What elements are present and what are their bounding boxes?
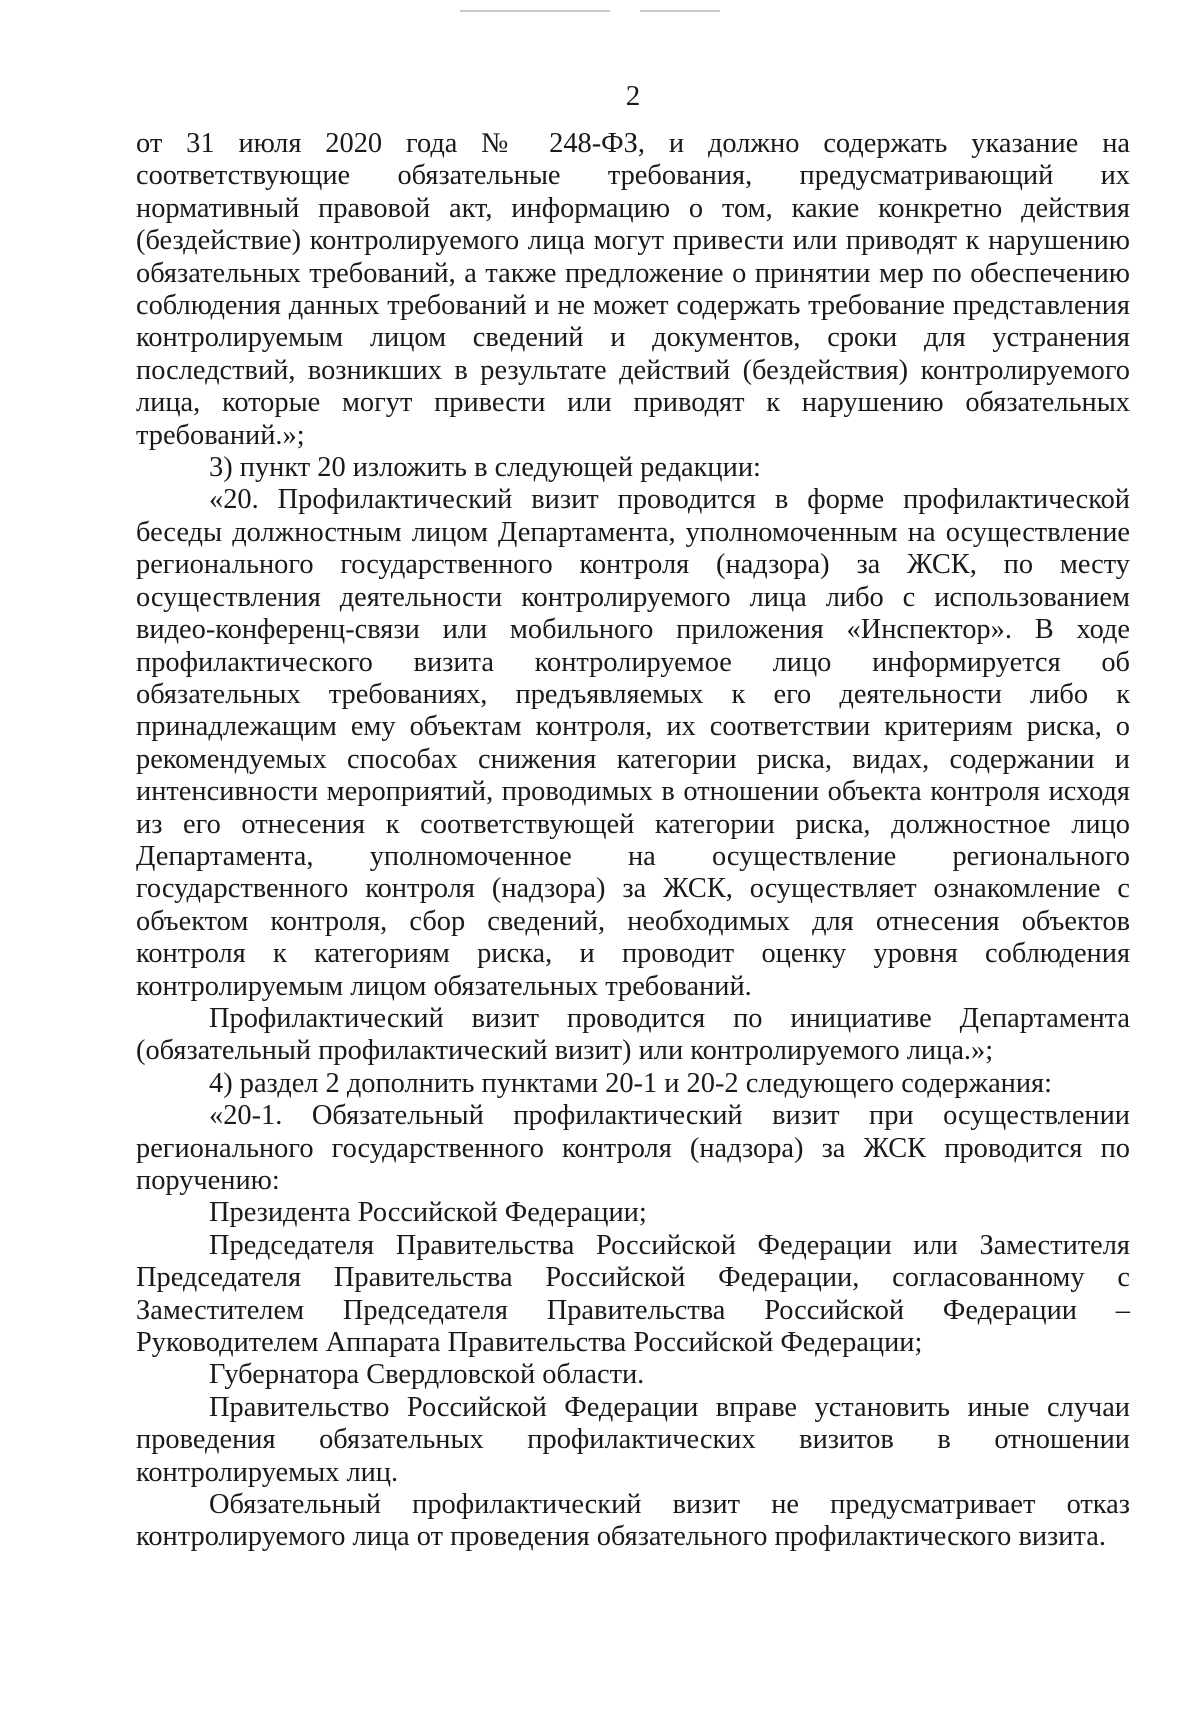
- paragraph-chairman: Председателя Правительства Российской Федерации или Заместителя Председателя Правительства Российской Федерации, согласованному с Заместителем Председателя Правительства Российской Федерации – Руководителем Аппарата Правительства Российской Федерации;: [136, 1229, 1130, 1359]
- document-page: [136, 80, 1130, 1554]
- paragraph-clause-20-1: «20-1. Обязательный профилактический визит при осуществлении регионального государственного контроля (надзора) за ЖСК проводится по поручению:: [136, 1100, 1130, 1196]
- paragraph-item-4: 4) раздел 2 дополнить пунктами 20-1 и 20-2 следующего содержания:: [209, 1067, 1052, 1099]
- page-number: 2: [625, 80, 641, 112]
- paragraph-government-cases: Правительство Российской Федерации вправе установить иные случаи проведения обязательных профилактических визитов в отношении контролируемых лиц.: [136, 1391, 1130, 1488]
- paragraph-item-3: 3) пункт 20 изложить в следующей редакции:: [209, 452, 761, 484]
- paragraph-president: Президента Российской Федерации;: [209, 1197, 647, 1229]
- paragraph-continuation: от 31 июля 2020 года № 248-ФЗ, и должно содержать указание на соответствующие обязательные требования, предусматривающий их нормативный правовой акт, информацию о том, какие конкретно действия (бездействие) контролируемого лица могут привести или приводят к нарушению обязательных требований, а также предложение о принятии мер по обеспечению соблюдения данных требований и не может содержать требование представления контролируемым лицом сведений и документов, сроки для устранения последствий, возникших в результате действий (бездействия) контролируемого лица, которые могут привести или приводят к нарушению обязательных требований.»;: [136, 128, 1130, 451]
- paragraph-visit-initiative: Профилактический визит проводится по инициативе Департамента (обязательный профилактический визит) или контролируемого лица.»;: [136, 1002, 1130, 1067]
- scan-artifact-left: [460, 10, 610, 12]
- paragraph-clause-20: «20. Профилактический визит проводится в форме профилактической беседы должностным лицом Департамента, уполномоченным на осуществление регионального государственного контроля (надзора) за ЖСК, по месту осуществления деятельности контролируемого лица либо с использованием видео-конференц-связи или мобильного приложения «Инспектор». В ходе профилактического визита контролируемое лицо информируется об обязательных требованиях, предъявляемых к его деятельности либо к принадлежащим ему объектам контроля, их соответствии критериям риска, о рекомендуемых способах снижения категории риска, видах, содержании и интенсивности мероприятий, проводимых в отношении объекта контроля исходя из его отнесения к соответствующей категории риска, должностное лицо Департамента, уполномоченное на осуществление регионального государственного контроля (надзора) за ЖСК, осуществляет ознакомление с объектом контроля, сбор сведений, необходимых для отнесения объектов контроля к категориям риска, и проводит оценку уровня соблюдения контролируемым лицом обязательных требований.: [136, 484, 1130, 1002]
- paragraph-no-refusal: Обязательный профилактический визит не предусматривает отказ контролируемого лица от проведения обязательного профилактического визита.: [136, 1489, 1130, 1553]
- scan-artifact-right: [640, 10, 720, 12]
- paragraph-governor: Губернатора Свердловской области.: [209, 1359, 645, 1391]
- document-body: [136, 128, 1130, 1554]
